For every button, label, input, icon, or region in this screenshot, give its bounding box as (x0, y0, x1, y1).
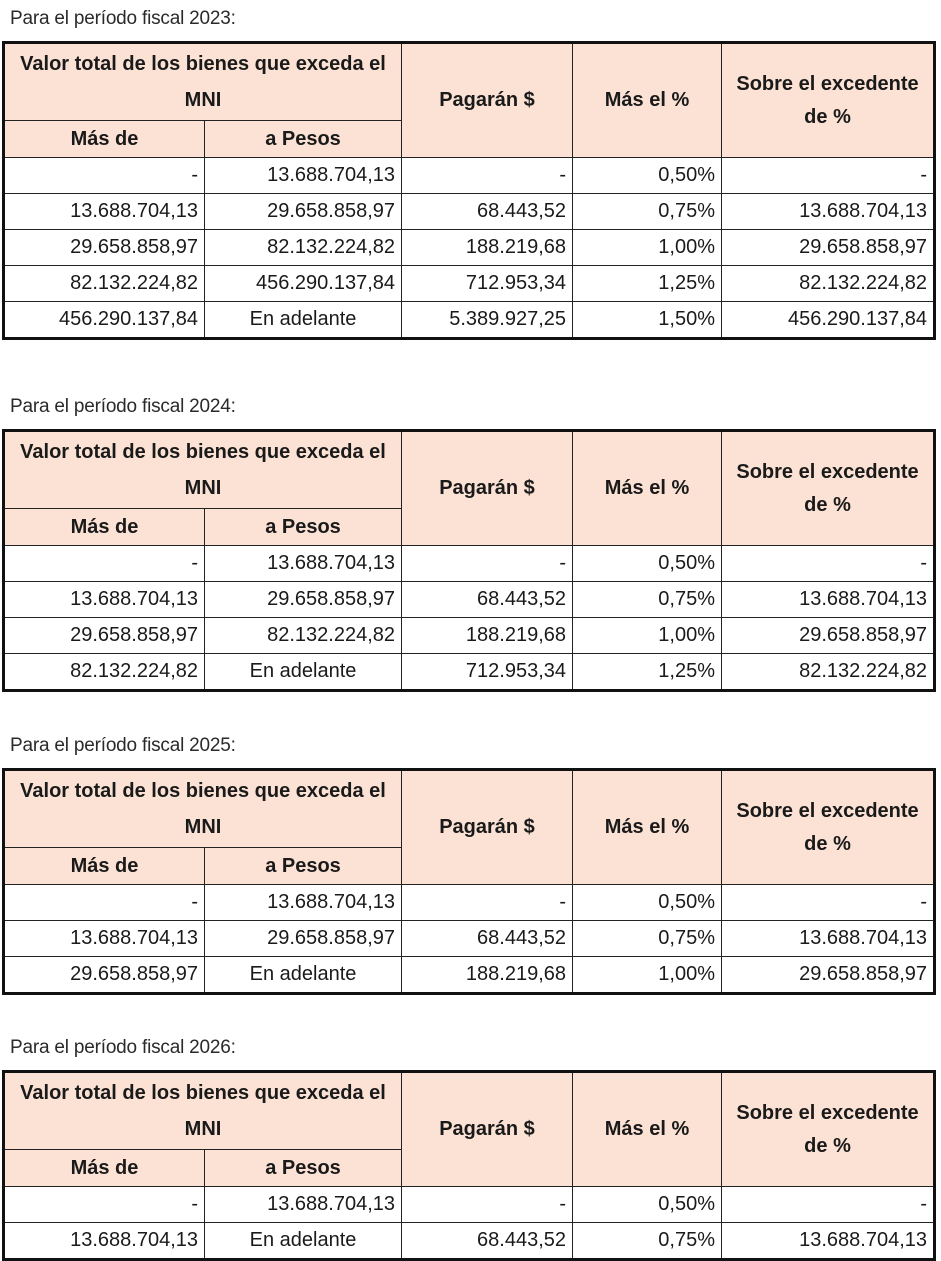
table-row (4, 921, 935, 957)
cell-pagaran: 188.219,68 (402, 618, 573, 654)
section-caption: Para el período fiscal 2025: (10, 735, 236, 756)
table-row (4, 158, 935, 194)
header-sobre-excedente: Sobre el excedente de % (722, 431, 935, 546)
header-sobre-excedente: Sobre el excedente de % (722, 1072, 935, 1187)
cell-sobre: 13.688.704,13 (722, 1223, 935, 1260)
cell-pagaran: - (402, 546, 573, 582)
cell-pagaran: 68.443,52 (402, 1223, 573, 1260)
cell-pagaran: - (402, 1187, 573, 1223)
cell-sobre: - (722, 546, 935, 582)
cell-mas-de: 456.290.137,84 (4, 302, 205, 339)
header-mas-el: Más el % (573, 431, 722, 546)
table-row (4, 582, 935, 618)
header-mas-de: Más de (4, 848, 205, 885)
cell-pagaran: - (402, 885, 573, 921)
header-pagaran: Pagarán $ (402, 770, 573, 885)
header-mas-el: Más el % (573, 1072, 722, 1187)
cell-mas-de: 13.688.704,13 (4, 1223, 205, 1260)
cell-pagaran: 68.443,52 (402, 582, 573, 618)
cell-a-pesos: 29.658.858,97 (205, 921, 402, 957)
cell-mas-el: 1,00% (573, 618, 722, 654)
cell-mas-de: 82.132.224,82 (4, 654, 205, 691)
tax-bracket-table (2, 1070, 936, 1261)
cell-mas-el: 0,75% (573, 1223, 722, 1260)
table-row (4, 266, 935, 302)
cell-mas-el: 1,50% (573, 302, 722, 339)
cell-mas-de: - (4, 885, 205, 921)
cell-mas-el: 1,25% (573, 266, 722, 302)
cell-mas-el: 0,75% (573, 194, 722, 230)
cell-mas-el: 0,50% (573, 546, 722, 582)
cell-mas-de: 29.658.858,97 (4, 957, 205, 994)
header-pagaran: Pagarán $ (402, 43, 573, 158)
cell-pagaran: 68.443,52 (402, 194, 573, 230)
cell-mas-el: 0,50% (573, 885, 722, 921)
cell-a-pesos: En adelante (205, 302, 402, 339)
table-row (4, 230, 935, 266)
header-pagaran: Pagarán $ (402, 1072, 573, 1187)
cell-a-pesos: En adelante (205, 654, 402, 691)
header-value-group: Valor total de los bienes que exceda el MNI (4, 770, 402, 848)
table-row (4, 194, 935, 230)
header-mas-el: Más el % (573, 770, 722, 885)
header-a-pesos: a Pesos (205, 848, 402, 885)
cell-sobre: 456.290.137,84 (722, 302, 935, 339)
tax-bracket-table (2, 41, 936, 340)
cell-sobre: 13.688.704,13 (722, 921, 935, 957)
cell-mas-de: 29.658.858,97 (4, 230, 205, 266)
table-row (4, 1187, 935, 1223)
cell-a-pesos: 82.132.224,82 (205, 618, 402, 654)
header-a-pesos: a Pesos (205, 121, 402, 158)
cell-pagaran: 5.389.927,25 (402, 302, 573, 339)
cell-a-pesos: En adelante (205, 957, 402, 994)
header-sobre-excedente: Sobre el excedente de % (722, 43, 935, 158)
cell-a-pesos: 29.658.858,97 (205, 582, 402, 618)
header-value-group: Valor total de los bienes que exceda el MNI (4, 43, 402, 121)
cell-mas-el: 0,50% (573, 1187, 722, 1223)
cell-mas-de: 29.658.858,97 (4, 618, 205, 654)
cell-a-pesos: 13.688.704,13 (205, 158, 402, 194)
tax-bracket-table (2, 429, 936, 692)
cell-mas-de: 13.688.704,13 (4, 921, 205, 957)
cell-sobre: - (722, 885, 935, 921)
table-row (4, 957, 935, 994)
tax-bracket-table (2, 768, 936, 995)
cell-a-pesos: En adelante (205, 1223, 402, 1260)
cell-pagaran: 68.443,52 (402, 921, 573, 957)
cell-mas-el: 1,00% (573, 230, 722, 266)
table-row (4, 618, 935, 654)
cell-mas-el: 0,75% (573, 921, 722, 957)
cell-pagaran: 188.219,68 (402, 230, 573, 266)
cell-sobre: 29.658.858,97 (722, 230, 935, 266)
cell-mas-el: 0,50% (573, 158, 722, 194)
section-caption: Para el período fiscal 2026: (10, 1037, 236, 1058)
cell-sobre: 13.688.704,13 (722, 582, 935, 618)
header-mas-de: Más de (4, 509, 205, 546)
cell-a-pesos: 13.688.704,13 (205, 546, 402, 582)
cell-pagaran: 712.953,34 (402, 266, 573, 302)
header-mas-de: Más de (4, 121, 205, 158)
header-pagaran: Pagarán $ (402, 431, 573, 546)
cell-sobre: 82.132.224,82 (722, 266, 935, 302)
header-value-group: Valor total de los bienes que exceda el MNI (4, 1072, 402, 1150)
cell-mas-de: - (4, 1187, 205, 1223)
header-sobre-excedente: Sobre el excedente de % (722, 770, 935, 885)
table-row (4, 885, 935, 921)
section-caption: Para el período fiscal 2024: (10, 396, 236, 417)
table-row (4, 546, 935, 582)
table-row (4, 654, 935, 691)
cell-mas-el: 1,25% (573, 654, 722, 691)
cell-a-pesos: 13.688.704,13 (205, 885, 402, 921)
table-row (4, 302, 935, 339)
cell-sobre: - (722, 158, 935, 194)
header-mas-de: Más de (4, 1150, 205, 1187)
cell-a-pesos: 29.658.858,97 (205, 194, 402, 230)
section-caption: Para el período fiscal 2023: (10, 8, 236, 29)
cell-sobre: - (722, 1187, 935, 1223)
cell-sobre: 82.132.224,82 (722, 654, 935, 691)
cell-sobre: 13.688.704,13 (722, 194, 935, 230)
cell-pagaran: 712.953,34 (402, 654, 573, 691)
table-row (4, 1223, 935, 1260)
cell-mas-de: - (4, 158, 205, 194)
cell-pagaran: - (402, 158, 573, 194)
cell-a-pesos: 82.132.224,82 (205, 230, 402, 266)
header-mas-el: Más el % (573, 43, 722, 158)
header-a-pesos: a Pesos (205, 1150, 402, 1187)
cell-mas-de: - (4, 546, 205, 582)
cell-pagaran: 188.219,68 (402, 957, 573, 994)
cell-mas-de: 82.132.224,82 (4, 266, 205, 302)
cell-mas-el: 1,00% (573, 957, 722, 994)
cell-sobre: 29.658.858,97 (722, 957, 935, 994)
cell-mas-el: 0,75% (573, 582, 722, 618)
cell-mas-de: 13.688.704,13 (4, 582, 205, 618)
cell-sobre: 29.658.858,97 (722, 618, 935, 654)
cell-a-pesos: 13.688.704,13 (205, 1187, 402, 1223)
header-value-group: Valor total de los bienes que exceda el MNI (4, 431, 402, 509)
cell-mas-de: 13.688.704,13 (4, 194, 205, 230)
header-a-pesos: a Pesos (205, 509, 402, 546)
cell-a-pesos: 456.290.137,84 (205, 266, 402, 302)
